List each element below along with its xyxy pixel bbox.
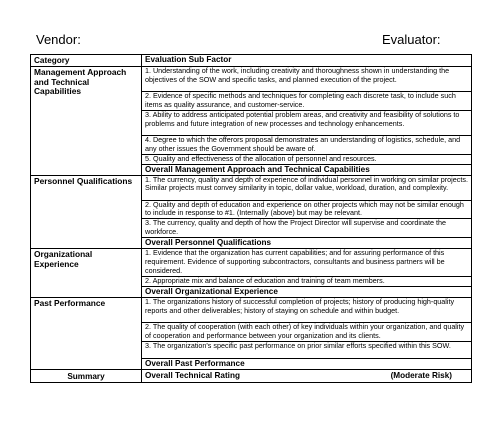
subfactor-row	[31, 67, 472, 92]
subfactor-cell: 3. The organization's specific past performance on prior similar efforts specified within this SOW.	[142, 341, 472, 358]
subfactor-cell: 4. Degree to which the offerors proposal demonstrates an understanding of logistics, schedule, and any other issues the Government should be aware of.	[142, 135, 472, 154]
summary-row	[31, 369, 472, 382]
summary-label: Summary	[31, 369, 142, 382]
subfactor-row	[31, 297, 472, 322]
evaluator-label: Evaluator:	[382, 32, 441, 47]
category-cell: Past Performance	[31, 297, 142, 369]
subfactor-cell: 3. The currency, quality and depth of how the Project Director will supervise and coordinate the workforce.	[142, 219, 472, 238]
subfactor-cell: 1. Understanding of the work, including creativity and thoroughness shown in understanding the objectives of the SOW and specific tasks, and planned execution of the project.	[142, 67, 472, 92]
vendor-label: Vendor:	[36, 32, 81, 47]
category-cell: Personnel Qualifications	[31, 175, 142, 249]
risk-rating-value: (Moderate Risk)	[390, 370, 452, 380]
overall-technical-rating-label: Overall Technical Rating	[145, 370, 240, 380]
subfactor-row	[31, 249, 472, 277]
summary-rating-wrap	[145, 370, 468, 381]
subfactor-cell: 1. The organizations history of successful completion of projects; history of producing high-quality reports and other deliverables; history of staying on schedule and within budget.	[142, 297, 472, 322]
category-cell: Organizational Experience	[31, 249, 142, 298]
subfactor-cell: 5. Quality and effectiveness of the allocation of personnel and resources.	[142, 154, 472, 164]
evaluation-table	[30, 54, 472, 383]
category-cell: Management Approach and Technical Capabilities	[31, 67, 142, 176]
subfactor-cell: 2. The quality of cooperation (with each other) of key individuals within your organization, and quality of cooperation and performance between your organization and its clients.	[142, 322, 472, 341]
subfactor-cell: 1. Evidence that the organization has current capabilities; and for assuring performance of this requirement. Evidence of supporting subcontractors, consultants and business partners will be considered.	[142, 249, 472, 277]
overall-cell: Overall Organizational Experience	[142, 286, 472, 297]
subfactor-cell: 2. Quality and depth of education and experience on other projects which may not be similar enough to include in response to #1. (Internally (above) but may be relevant.	[142, 200, 472, 219]
overall-cell: Overall Past Performance	[142, 358, 472, 369]
table-header-row	[31, 55, 472, 67]
subfactor-cell: 2. Evidence of specific methods and techniques for completing each discrete task, to include such items as quality assurance, and customer-service.	[142, 92, 472, 111]
subfactor-cell: 3. Ability to address anticipated potential problem areas, and creativity and feasibility of solutions to problems and future integration of new processes and technology enhancements.	[142, 110, 472, 135]
column-header-subfactor: Evaluation Sub Factor	[142, 55, 472, 67]
subfactor-cell: 1. The currency, quality and depth of experience of individual personnel in working on similar projects. Similar projects must convey similarity in topic, dollar value, workload, duration, and complexity.	[142, 175, 472, 200]
overall-cell: Overall Personnel Qualifications	[142, 238, 472, 249]
overall-cell: Overall Management Approach and Technical Capabilities	[142, 164, 472, 175]
subfactor-cell: 2. Appropriate mix and balance of education and training of team members.	[142, 276, 472, 286]
subfactor-row	[31, 175, 472, 200]
summary-rating-cell	[142, 369, 472, 382]
column-header-category: Category	[31, 55, 142, 67]
